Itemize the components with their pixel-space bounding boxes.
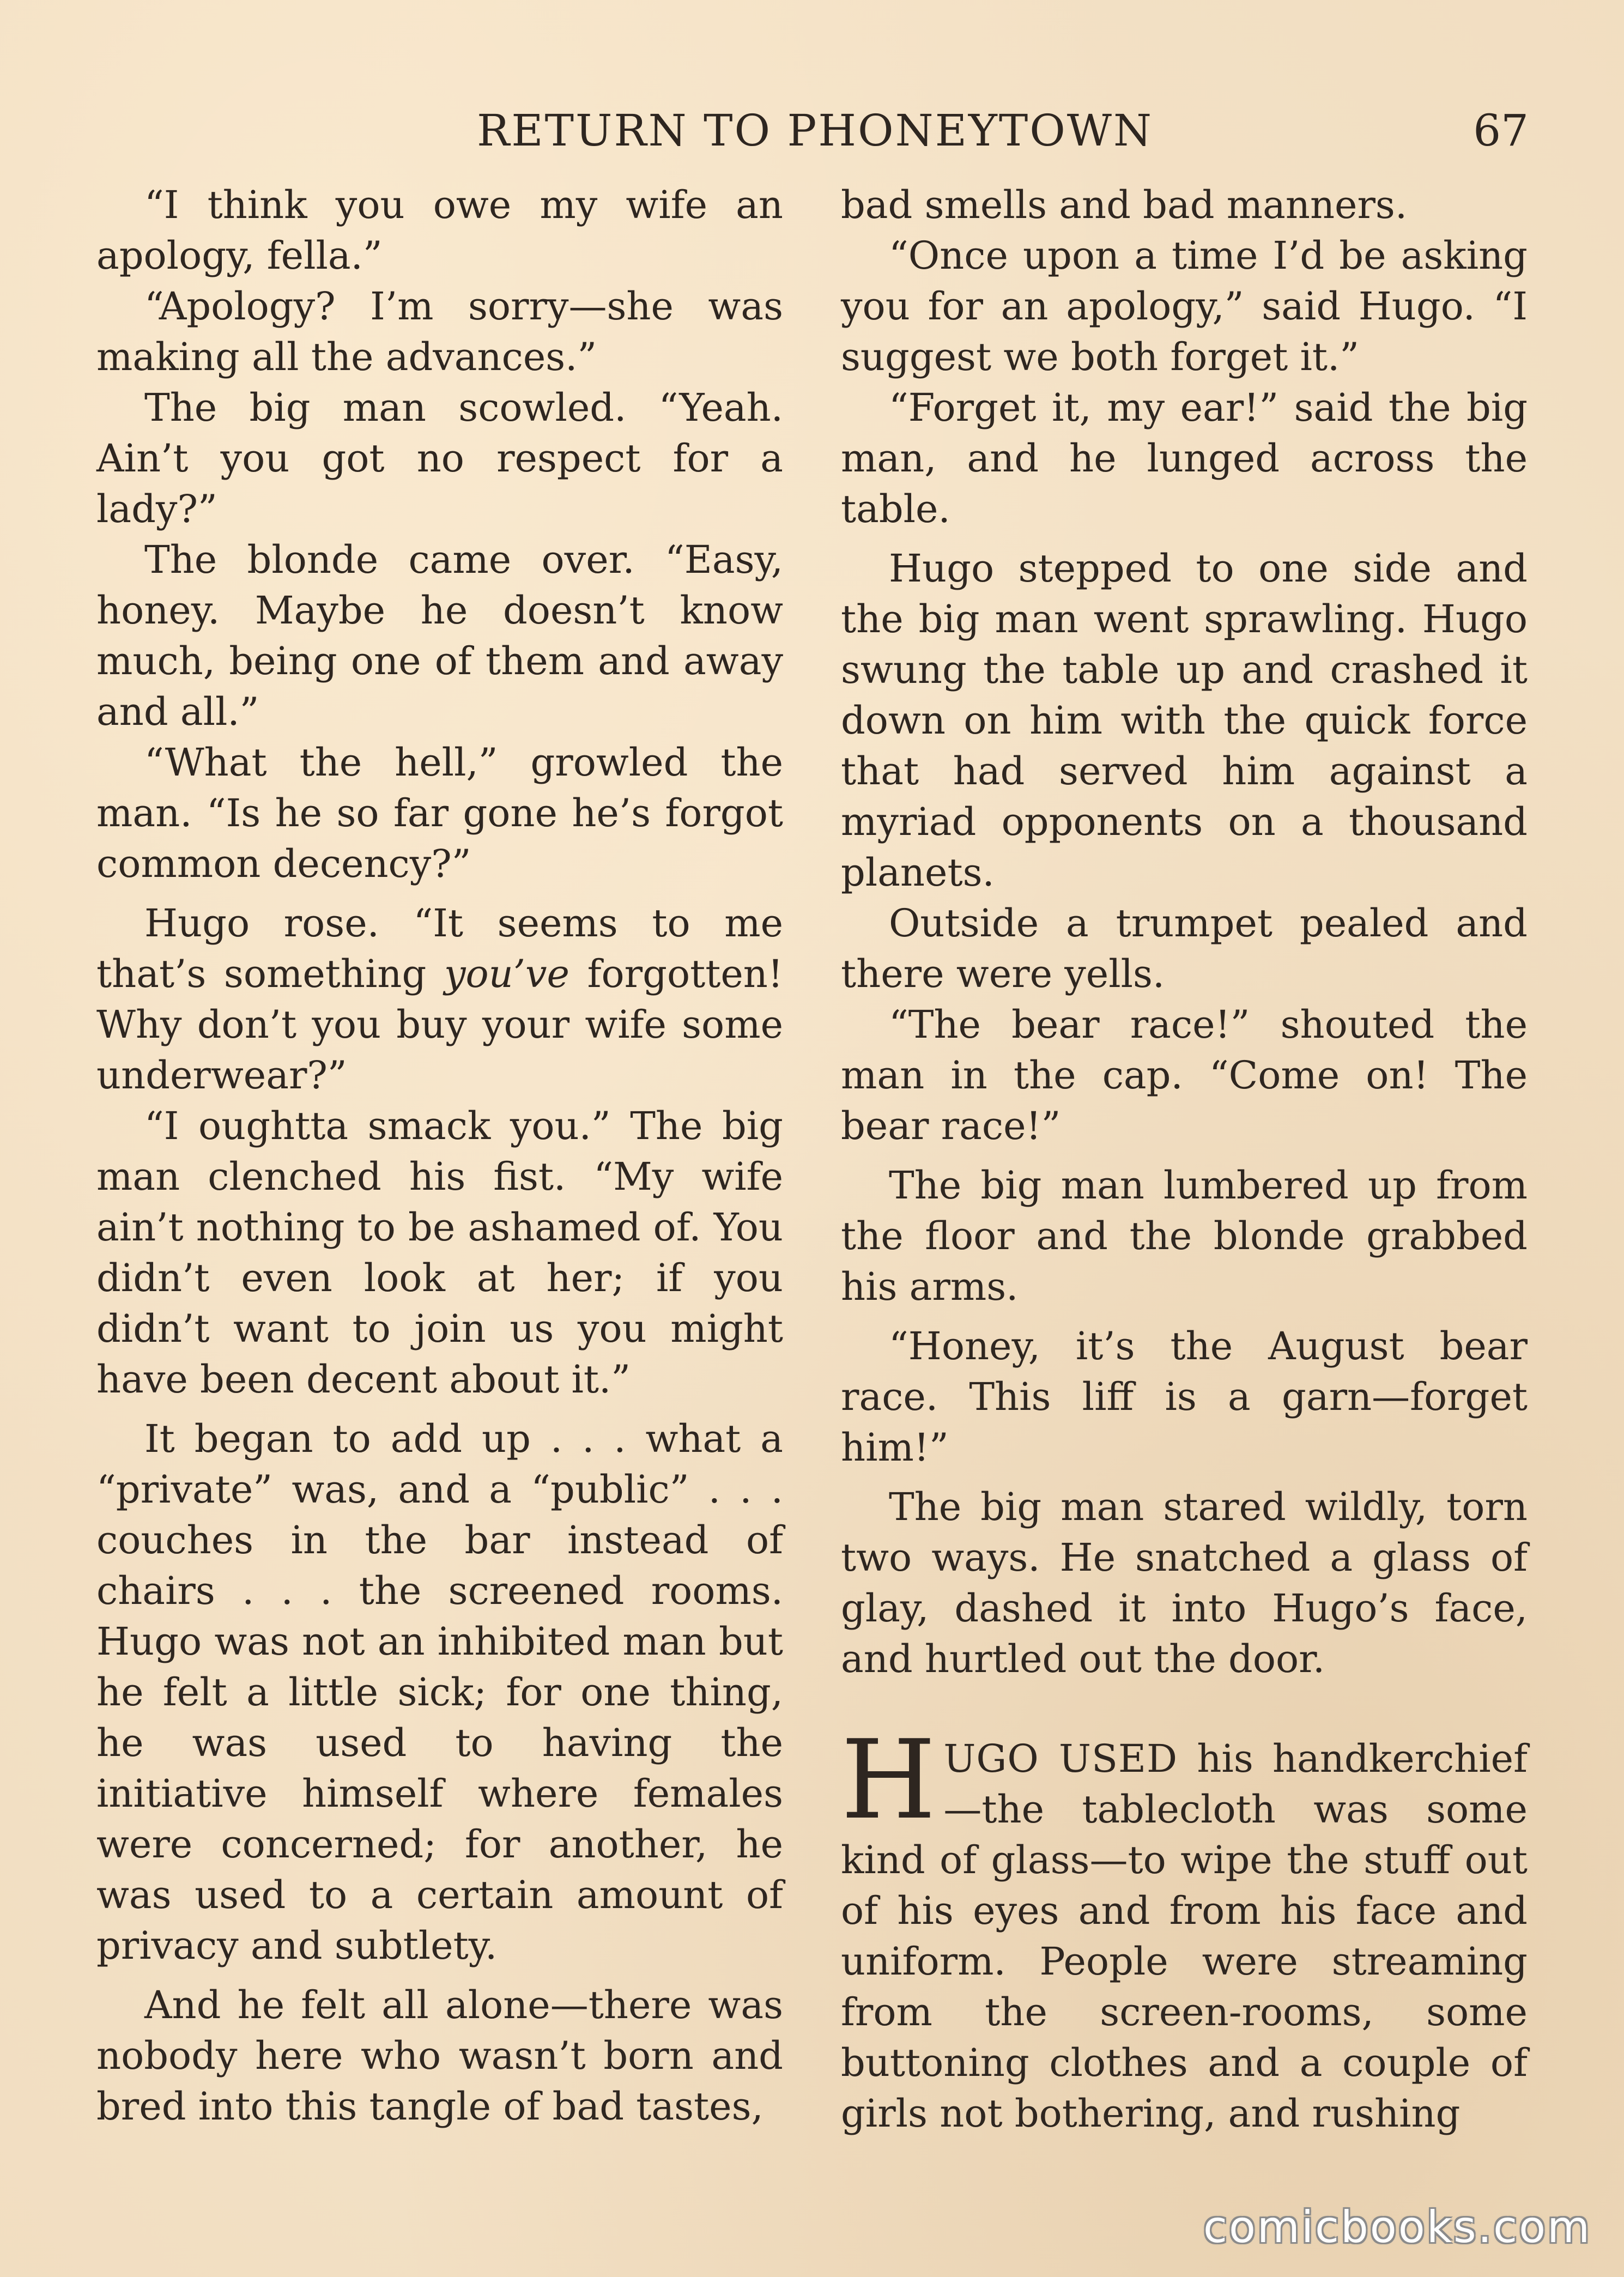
right-column <box>841 180 1528 2139</box>
paragraph: The blonde came over. “Easy, honey. Maybe he doesn’t know much, being one of them and away and all.” <box>96 537 783 734</box>
paragraph: “The bear race!” shouted the man in the cap. “Come on! The bear race!” <box>841 1002 1528 1148</box>
paragraph: “Honey, it’s the August bear race. This liff is a garn—forget him!” <box>841 1324 1528 1470</box>
paragraph: The big man stared wildly, torn two ways. He snatched a glass of glay, dashed it into Hugo’s face, and hurtled out the door. <box>841 1485 1528 1681</box>
lead-in: UGO USED <box>943 1736 1178 1781</box>
paragraph: “I think you owe my wife an apology, fella.” <box>96 183 783 278</box>
paragraph-text: his handkerchief—the tablecloth was some kind of glass—to wipe the stuff out of his eyes and from his face and uniform. People were streaming from the screen-rooms, some buttoning clothes and a couple of girls not bothering, and rushing <box>841 1736 1528 2136</box>
paragraph: And he felt all alone—there was nobody here who wasn’t born and bred into this tangle of bad tastes, <box>96 1983 783 2129</box>
paragraph <box>96 898 783 1101</box>
running-title: RETURN TO PHONEYTOWN <box>477 105 1154 156</box>
paragraph: Outside a trumpet pealed and there were yells. <box>841 901 1528 996</box>
paragraph-text: forgotten! Why don’t you buy your wife some underwear?” <box>96 952 783 1098</box>
paragraph: The big man lumbered up from the floor and the blonde grabbed his arms. <box>841 1163 1528 1309</box>
drop-cap: H <box>841 1717 936 1844</box>
paragraph: “Forget it, my ear!” said the big man, and he lunged across the table. <box>841 385 1528 531</box>
page-header <box>95 101 1529 161</box>
paragraph: It began to add up . . . what a “private” was, and a “public” . . . couches in the bar instead of chairs . . . the screened rooms. Hugo was not an inhibited man but he felt a little sick; for one thing, he was used to having the initiative himself where females were concerned; for another, he was used to a certain amount of privacy and subtlety. <box>96 1416 783 1968</box>
paragraph: “What the hell,” growled the man. “Is he so far gone he’s forgot common decency?” <box>96 740 783 886</box>
paragraph-text: Hugo rose. “It seems to me that’s something <box>96 901 783 996</box>
paragraph: “I oughtta smack you.” The big man clenched his fist. “My wife ain’t nothing to be ashamed of. You didn’t even look at her; if you didn’t want to join us you might have been decent about it.” <box>96 1104 783 1402</box>
paragraph: The big man scowled. “Yeah. Ain’t you got no respect for a lady?” <box>96 385 783 531</box>
left-column <box>96 180 783 2132</box>
paragraph: “Apology? I’m sorry—she was making all the advances.” <box>96 284 783 379</box>
section-opening-paragraph <box>841 1717 1528 2139</box>
page-number: 67 <box>1473 105 1529 156</box>
paragraph-continuation: bad smells and bad manners. <box>841 183 1408 227</box>
emphasis-text: you’ve <box>444 952 569 996</box>
paragraph: “Once upon a time I’d be asking you for an apology,” said Hugo. “I suggest we both forget it.” <box>841 233 1528 379</box>
watermark-logo: comicbooks.com <box>1203 2202 1591 2252</box>
paragraph: Hugo stepped to one side and the big man went sprawling. Hugo swung the table up and crashed it down on him with the quick force that had served him against a myriad opponents on a thousand planets. <box>841 546 1528 895</box>
